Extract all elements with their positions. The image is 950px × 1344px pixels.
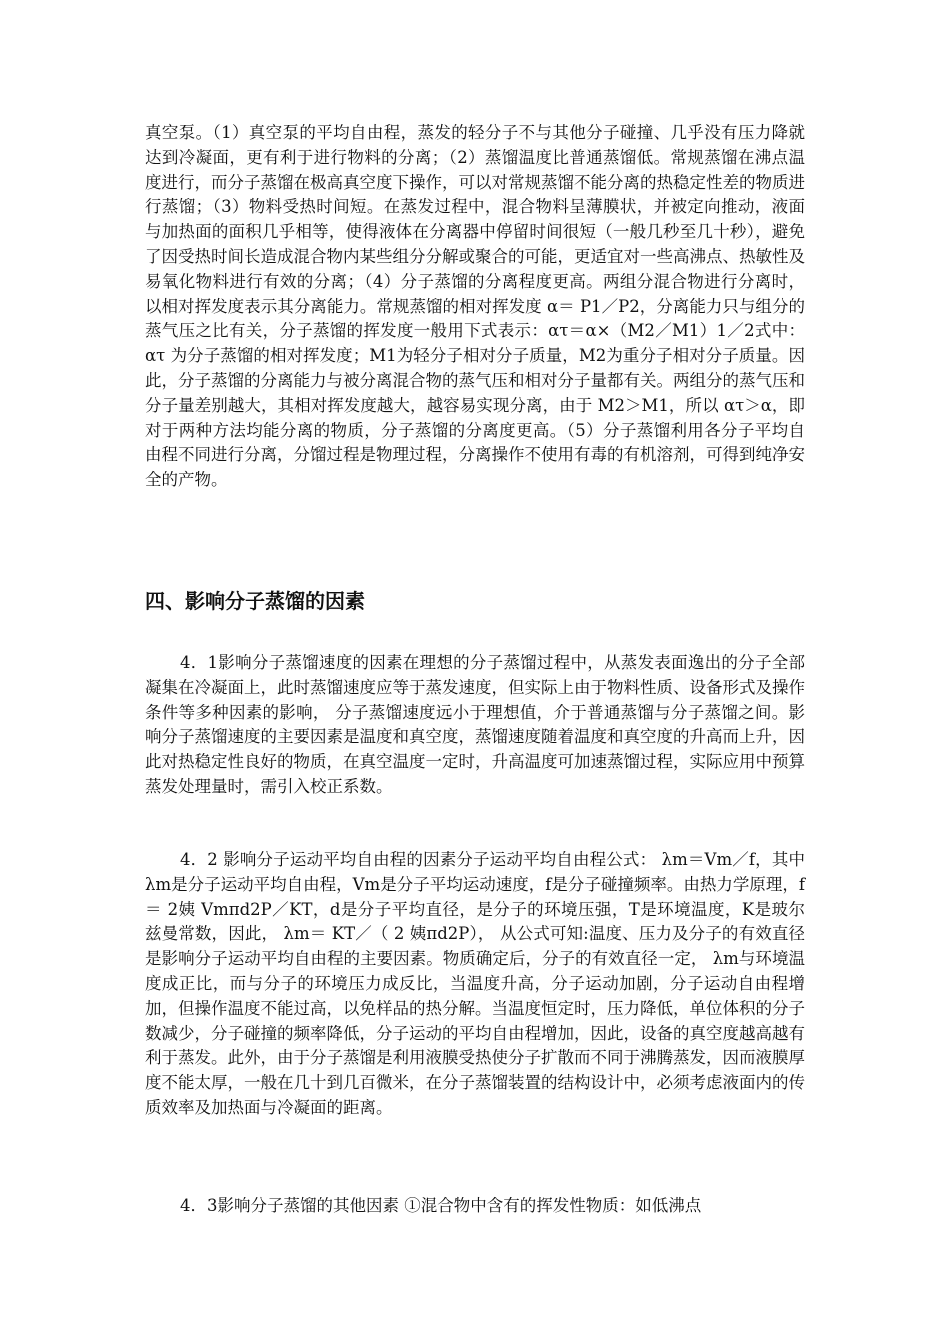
intro-paragraph: 真空泵。（1）真空泵的平均自由程，蒸发的轻分子不与其他分子碰撞、几乎没有压力降就达到冷凝面，更有利于进行物料的分离；（2）蒸馏温度比普通蒸馏低。常规蒸馏在沸点温度进行，而分子蒸馏在极高真空度下操作，可以对常规蒸馏不能分离的热稳定性差的物质进行蒸馏；（3）物料受热时间短。在蒸发过程中，混合物料呈薄膜状，并被定向推动，液面与加热面的面积几乎相等，使得液体在分离器中停留时间很短（一般几秒至几十秒），避免了因受热时间长造成混合物内某些组分分解或聚合的可能，更适宜对一些高沸点、热敏性及易氧化物料进行有效的分离；（4）分子蒸馏的分离程度更高。两组分混合物进行分离时，以相对挥发度表示其分离能力。常规蒸馏的相对挥发度 α＝ P1／P2，分离能力只与组分的蒸气压之比有关，分子蒸馏的挥发度一般用下式表示：ατ＝α×（M2／M1）1／2式中：ατ 为分子蒸馏的相对挥发度；M1为轻分子相对分子质量，M2为重分子相对分子质量。因此，分子蒸馏的分离能力与被分离混合物的蒸气压和相对分子量都有关。两组分的蒸气压和分子量差别越大，其相对挥发度越大，越容易实现分离，由于 M2＞M1，所以 ατ＞α，即对于两种方法均能分离的物质，分子蒸馏的分离度更高。（5）分子蒸馏利用各分子平均自由程不同进行分离，分馏过程是物理过程，分离操作不使用有毒的有机溶剂，可得到纯净安全的产物。 [145, 123, 805, 490]
section-heading-4: 四、影响分子蒸馏的因素 [145, 589, 365, 613]
paragraph-4-2: 4．2 影响分子运动平均自由程的因素分子运动平均自由程公式： λm＝Vm／f，其中 λm是分子运动平均自由程，Vm是分子平均运动速度，f是分子碰撞频率。由热力学原理，f＝ 2姨 Vmπd2P／KT，d是分子平均直径，是分子的环境压强，T是环境温度，K是玻尔兹曼常数，因此， λm＝ KT／（ 2 姨πd2P）， 从公式可知:温度、压力及分子的有效直径是影响分子运动平均自由程的主要因素。物质确定后，分子的有效直径一定， λm与环境温度成正比，而与分子的环境压力成反比，当温度升高，分子运动加剧，分子运动自由程增加，但操作温度不能过高，以免样品的热分解。当温度恒定时，压力降低，单位体积的分子数减少，分子碰撞的频率降低，分子运动的平均自由程增加，因此，设备的真空度越高越有利于蒸发。此外，由于分子蒸馏是利用液膜受热使分子扩散而不同于沸腾蒸发，因而液膜厚度不能太厚，一般在几十到几百微米，在分子蒸馏装置的结构设计中，必须考虑液面内的传质效率及加热面与冷凝面的距离。 [145, 850, 805, 1117]
paragraph-4-1: 4．1影响分子蒸馏速度的因素在理想的分子蒸馏过程中，从蒸发表面逸出的分子全部凝集在冷凝面上，此时蒸馏速度应等于蒸发速度，但实际上由于物料性质、设备形式及操作条件等多种因素的影响， 分子蒸馏速度远小于理想值，介于普通蒸馏与分子蒸馏之间。影响分子蒸馏速度的主要因素是温度和真空度，蒸馏速度随着温度和真空度的升高而上升，因此对热稳定性良好的物质，在真空温度一定时，升高温度可加速蒸馏过程，实际应用中预算蒸发处理量时，需引入校正系数。 [145, 653, 805, 796]
paragraph-4-3: 4．3影响分子蒸馏的其他因素 ①混合物中含有的挥发性物质：如低沸点 [180, 1196, 702, 1215]
